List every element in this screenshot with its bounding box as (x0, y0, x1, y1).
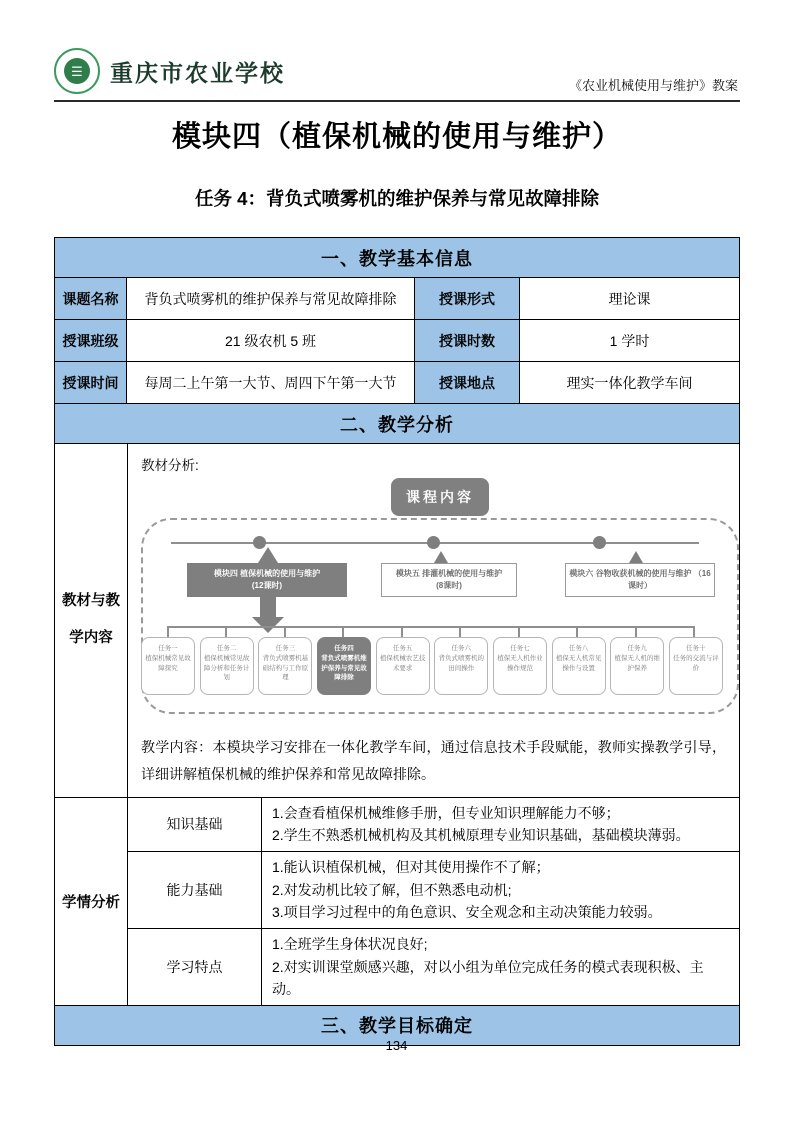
task-number: 任务八 (568, 645, 589, 652)
task-tree-stub (635, 626, 637, 637)
content-line: 2.对发动机比较了解，但不熟悉电动机; (272, 881, 512, 898)
school-name: 重庆市农业学校 (110, 60, 285, 86)
table-row (55, 851, 740, 928)
material-analysis-label: 教材分析: (141, 458, 199, 473)
task-number: 任务五 (392, 645, 413, 652)
task-box-10 (669, 637, 723, 695)
task-tree-stub (401, 626, 403, 637)
basic-info-table (54, 237, 740, 404)
task-text: 任务的交流与评价 (673, 654, 719, 672)
row-value: 1 学时 (520, 320, 740, 362)
task-text: 植保机械常见故障分析和任务计划 (203, 654, 250, 682)
material-row-label (55, 444, 128, 798)
task-box-4-highlighted (317, 637, 371, 695)
task-number: 任务七 (510, 645, 530, 652)
task-tree-stub (167, 626, 169, 637)
learning-traits-content (262, 928, 740, 1005)
school-logo-icon (54, 48, 100, 94)
task-text: 背负式喷雾机基础结构与工作原理 (262, 654, 309, 682)
task-tree-connector (168, 626, 694, 628)
knowledge-base-content (262, 797, 740, 851)
content-line: 2.学生不熟悉机械机构及其机械原理专业知识基础，基础模块薄弱。 (272, 827, 690, 844)
timeline-dot (593, 536, 606, 549)
row-label: 授课地点 (415, 362, 520, 404)
content-line: 2.对实训课堂颇感兴趣，对以小组为单位完成任务的模式表现积极、主动。 (272, 958, 704, 998)
down-arrow-head-icon (252, 617, 284, 633)
row-label: 授课班级 (55, 320, 127, 362)
row-label: 授课形式 (415, 278, 520, 320)
content-line: 1.能认识植保机械，但对其使用操作不了解； (272, 858, 550, 875)
task-title: 任务 4：背负式喷雾机的维护保养与常见故障排除 (195, 188, 599, 209)
row-value: 理论课 (520, 278, 740, 320)
module-box-5 (381, 563, 517, 597)
task-box-5 (376, 637, 430, 695)
learning-analysis-label: 学情分析 (55, 797, 128, 1005)
task-tree-stub (284, 626, 286, 637)
row-value: 背负式喷雾机的维护保养与常见故障排除 (127, 278, 415, 320)
task-text: 背负式喷雾机的田间操作 (438, 654, 485, 672)
task-box-3 (258, 637, 312, 695)
school-emblem-icon: ☰ (64, 58, 90, 84)
module-hours: (8课时) (436, 581, 462, 590)
module-title: 模块四（植保机械的使用与维护） (171, 121, 622, 153)
learning-analysis-table (54, 797, 740, 1006)
row-label: 课题名称 (55, 278, 127, 320)
ability-base-label: 能力基础 (128, 851, 262, 928)
module-name: 模块五 排灌机械的使用与维护 (395, 569, 503, 578)
task-box-8 (552, 637, 606, 695)
module-box-4 (187, 563, 347, 597)
up-arrow-icon (629, 551, 643, 563)
table-row (55, 278, 740, 320)
task-number: 任务二 (216, 645, 237, 652)
task-box-6 (434, 637, 488, 695)
row-label: 授课时数 (415, 320, 520, 362)
table-row (55, 444, 740, 798)
document-page (54, 0, 740, 1046)
module-hours: (12课时) (251, 581, 283, 590)
up-arrow-icon (434, 551, 448, 563)
task-text: 植保无人机作业操作规范 (497, 654, 543, 672)
table-row (55, 362, 740, 404)
task-number: 任务四 (334, 645, 354, 652)
task-text: 植保无人机的维护保养 (614, 654, 660, 672)
content-line: 1.全班学生身体状况良好; (272, 935, 428, 952)
module-name: 模块四 植保机械的使用与维护 (213, 569, 321, 578)
teaching-analysis-table (54, 403, 740, 798)
content-line: 1.会查看植保机械维修手册，但专业知识理解能力不够； (272, 804, 620, 821)
task-tree-stub (518, 626, 520, 637)
material-row-label-line2: 学内容 (69, 630, 113, 647)
row-value: 21 级农机 5 班 (127, 320, 415, 362)
task-number: 任务九 (627, 645, 647, 652)
table-row (55, 320, 740, 362)
header-course-label: 《农业机械使用与维护》教案 (568, 78, 738, 93)
task-tree-stub (459, 626, 461, 637)
page-header (54, 0, 740, 102)
row-value: 理实一体化教学车间 (520, 362, 740, 404)
material-content-cell (128, 444, 740, 798)
diagram-title-box: 课程内容 (391, 478, 489, 516)
knowledge-base-label: 知识基础 (128, 797, 262, 851)
task-text: 植保机械常见故障探究 (145, 654, 191, 672)
task-number: 任务一 (158, 645, 178, 652)
task-row (141, 637, 723, 695)
task-text: 背负式喷雾机维护保养与常见故障排除 (321, 654, 367, 682)
task-box-7 (493, 637, 547, 695)
task-tree-stub (576, 626, 578, 637)
section1-header: 一、教学基本信息 (55, 238, 740, 278)
task-tree-stub (342, 626, 344, 637)
row-label: 授课时间 (55, 362, 127, 404)
task-box-1 (141, 637, 195, 695)
task-text: 植保机械农艺技术要求 (379, 654, 426, 672)
task-number: 任务三 (275, 645, 296, 652)
task-number: 任务六 (451, 645, 472, 652)
row-value: 每周二上午第一大节、周四下午第一大节 (127, 362, 415, 404)
up-arrow-icon (258, 547, 278, 563)
page-number: 134 (385, 1038, 408, 1053)
task-text: 植保无人机常见操作与设置 (555, 654, 602, 672)
teaching-content-paragraph: 教学内容：本模块学习安排在一体化教学车间，通过信息技术手段赋能，教师实操教学引导，详细讲解植保机械的维护保养和常见故障排除。 (141, 739, 726, 783)
section2-header: 二、教学分析 (55, 404, 740, 444)
material-row-label-line1: 教材与教 (62, 592, 120, 609)
task-number: 任务十 (686, 645, 706, 652)
course-content-diagram (141, 478, 739, 726)
down-arrow-icon (260, 595, 276, 617)
task-tree-stub (693, 626, 695, 637)
module-box-6 (565, 563, 715, 597)
task-box-9 (610, 637, 664, 695)
table-row (55, 928, 740, 1005)
module-name: 模块六 谷物收获机械的使用与维护 (569, 569, 692, 578)
content-line: 3.项目学习过程中的角色意识、安全观念和主动决策能力较弱。 (272, 904, 662, 921)
module-hours: （16课时） (628, 569, 711, 590)
ability-base-content (262, 851, 740, 928)
section3-header: 三、教学目标确定 (55, 1005, 740, 1045)
task-box-2 (200, 637, 254, 695)
learning-traits-label: 学习特点 (128, 928, 262, 1005)
table-row (55, 797, 740, 851)
timeline-dot (427, 536, 440, 549)
task-tree-stub (225, 626, 227, 637)
